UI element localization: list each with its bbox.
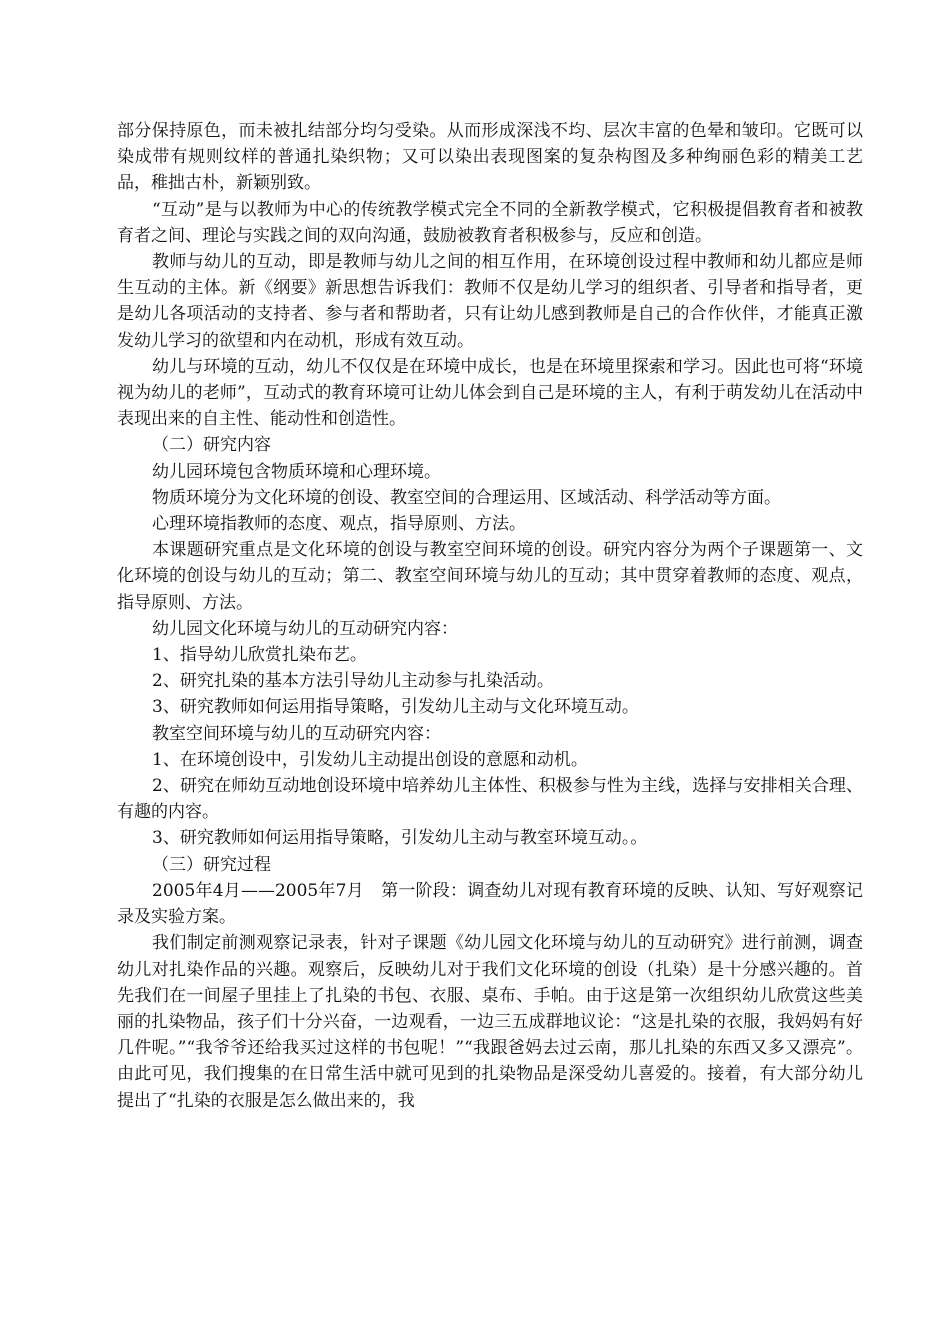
paragraph: 1、指导幼儿欣赏扎染布艺。 xyxy=(152,645,367,666)
paragraph: 幼儿与环境的互动，幼儿不仅仅是在环境中成长，也是在环境里探索和学习。因此也可将“环境视为幼儿的老师”，互动式的教育环境可让幼儿体会到自己是环境的主人，有利于萌发幼儿在活动中表现出来的自主性、能动性和创造性。 xyxy=(117,356,863,430)
paragraph: 2、研究扎染的基本方法引导幼儿主动参与扎染活动。 xyxy=(152,671,554,692)
paragraph: 幼儿园环境包含物质环境和心理环境。 xyxy=(152,461,441,482)
paragraph: 物质环境分为文化环境的创设、教室空间的合理运用、区域活动、科学活动等方面。 xyxy=(152,487,781,508)
paragraph: 3、研究教师如何运用指导策略，引发幼儿主动与文化环境互动。 xyxy=(152,697,639,718)
paragraph: 3、研究教师如何运用指导策略，引发幼儿主动与教室环境互动。。 xyxy=(152,828,648,849)
paragraph: 1、在环境创设中，引发幼儿主动提出创设的意愿和动机。 xyxy=(152,749,588,770)
paragraph: “互动”是与以教师为中心的传统教学模式完全不同的全新教学模式，它积极提倡教育者和被教育者之间、理论与实践之间的双向沟通，鼓励被教育者积极参与，反应和创造。 xyxy=(117,199,863,246)
paragraph: 教室空间环境与幼儿的互动研究内容： xyxy=(152,723,441,744)
paragraph: 幼儿园文化环境与幼儿的互动研究内容： xyxy=(152,618,458,639)
paragraph: 我们制定前测观察记录表，针对子课题《幼儿园文化环境与幼儿的互动研究》进行前测，调查幼儿对扎染作品的兴趣。观察后，反映幼儿对于我们文化环境的创设（扎染）是十分感兴趣的。首先我们在一间屋子里挂上了扎染的书包、衣服、桌布、手帕。由于这是第一次组织幼儿欣赏这些美丽的扎染物品，孩子们十分兴奋，一边观看，一边三五成群地议论：“这是扎染的衣服，我妈妈有好几件呢。”“我爷爷还给我买过这样的书包呢！”“我跟爸妈去过云南，那儿扎染的东西又多又漂亮”。由此可见，我们搜集的在日常生活中就可见到的扎染物品是深受幼儿喜爱的。接着，有大部分幼儿提出了“扎染的衣服是怎么做出来的，我 xyxy=(117,933,863,1111)
paragraph: 教师与幼儿的互动，即是教师与幼儿之间的相互作用，在环境创设过程中教师和幼儿都应是师生互动的主体。新《纲要》新思想告诉我们：教师不仅是幼儿学习的组织者、引导者和指导者，更是幼儿各项活动的支持者、参与者和帮助者，只有让幼儿感到教师是自己的合作伙伴，才能真正激发幼儿学习的欲望和内在动机，形成有效互动。 xyxy=(117,252,863,351)
paragraph: 2005年4月——2005年7月 第一阶段：调查幼儿对现有教育环境的反映、认知、写好观察记录及实验方案。 xyxy=(117,880,863,928)
paragraph: 2、研究在师幼互动地创设环境中培养幼儿主体性、积极参与性为主线，选择与安排相关合理、有趣的内容。 xyxy=(117,776,863,823)
paragraph: （三）研究过程 xyxy=(152,854,271,875)
paragraph: 部分保持原色，而未被扎结部分均匀受染。从而形成深浅不均、层次丰富的色晕和皱印。它既可以染成带有规则纹样的普通扎染织物；又可以染出表现图案的复杂构图及多种绚丽色彩的精美工艺品，稚拙古朴，新颖别致。 xyxy=(117,121,863,194)
document-body xyxy=(117,118,863,1114)
paragraph: （二）研究内容 xyxy=(152,435,271,456)
paragraph: 心理环境指教师的态度、观点，指导原则、方法。 xyxy=(152,514,526,535)
paragraph: 本课题研究重点是文化环境的创设与教室空间环境的创设。研究内容分为两个子课题第一、文化环境的创设与幼儿的互动；第二、教室空间环境与幼儿的互动；其中贯穿着教师的态度、观点，指导原则、方法。 xyxy=(117,540,863,613)
